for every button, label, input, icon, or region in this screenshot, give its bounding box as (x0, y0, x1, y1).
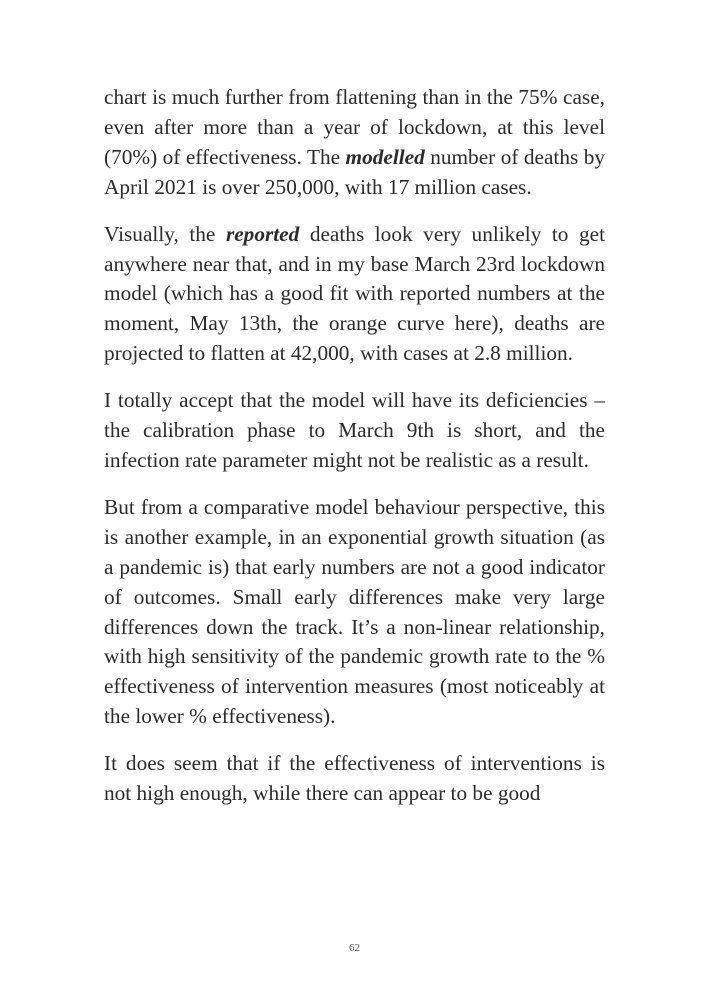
emphasis-reported: reported (225, 221, 300, 246)
paragraph-1-text-b: number of deaths by April 2021 is over 250,000, with 17 million cases. (104, 144, 605, 199)
paragraph-5: It does seem that if the effectiveness of interventions is not high enough, while there can appear to be good (104, 751, 605, 806)
page-body (104, 83, 605, 809)
paragraph-2-text-a: Visually, the (104, 221, 226, 246)
page-number: 62 (349, 942, 360, 954)
paragraph-2-text-b: deaths look very unlikely to get anywhere near that, and in my base March 23rd lockdown model (which has a good fit with reported numbers at the moment, May 13th, the orange curve here), deaths are projected to flatten at 42,000, with cases at 2.8 million. (104, 221, 606, 366)
paragraph-1 (104, 83, 605, 203)
paragraph-4: But from a comparative model behaviour perspective, this is another example, in an exponential growth situation (as a pandemic is) that early numbers are not a good indicator of outcomes. Small early differences make very large differences down the track. It’s a non-linear relationship, with high sensitivity of the pandemic growth rate to the % effectiveness of intervention measures (most noticeably at the lower % effectiveness). (104, 494, 605, 729)
paragraph-3: I totally accept that the model will have its deficiencies – the calibration phase to March 9th is short, and the infection rate parameter might not be realistic as a result. (104, 388, 605, 472)
paragraph-1-text-a: chart is much further from flattening than in the 75% case, even after more than a year of lockdown, at this level (70%) of effectiveness. The (104, 85, 605, 169)
paragraph-2 (104, 220, 605, 370)
emphasis-modelled: modelled (345, 144, 425, 169)
